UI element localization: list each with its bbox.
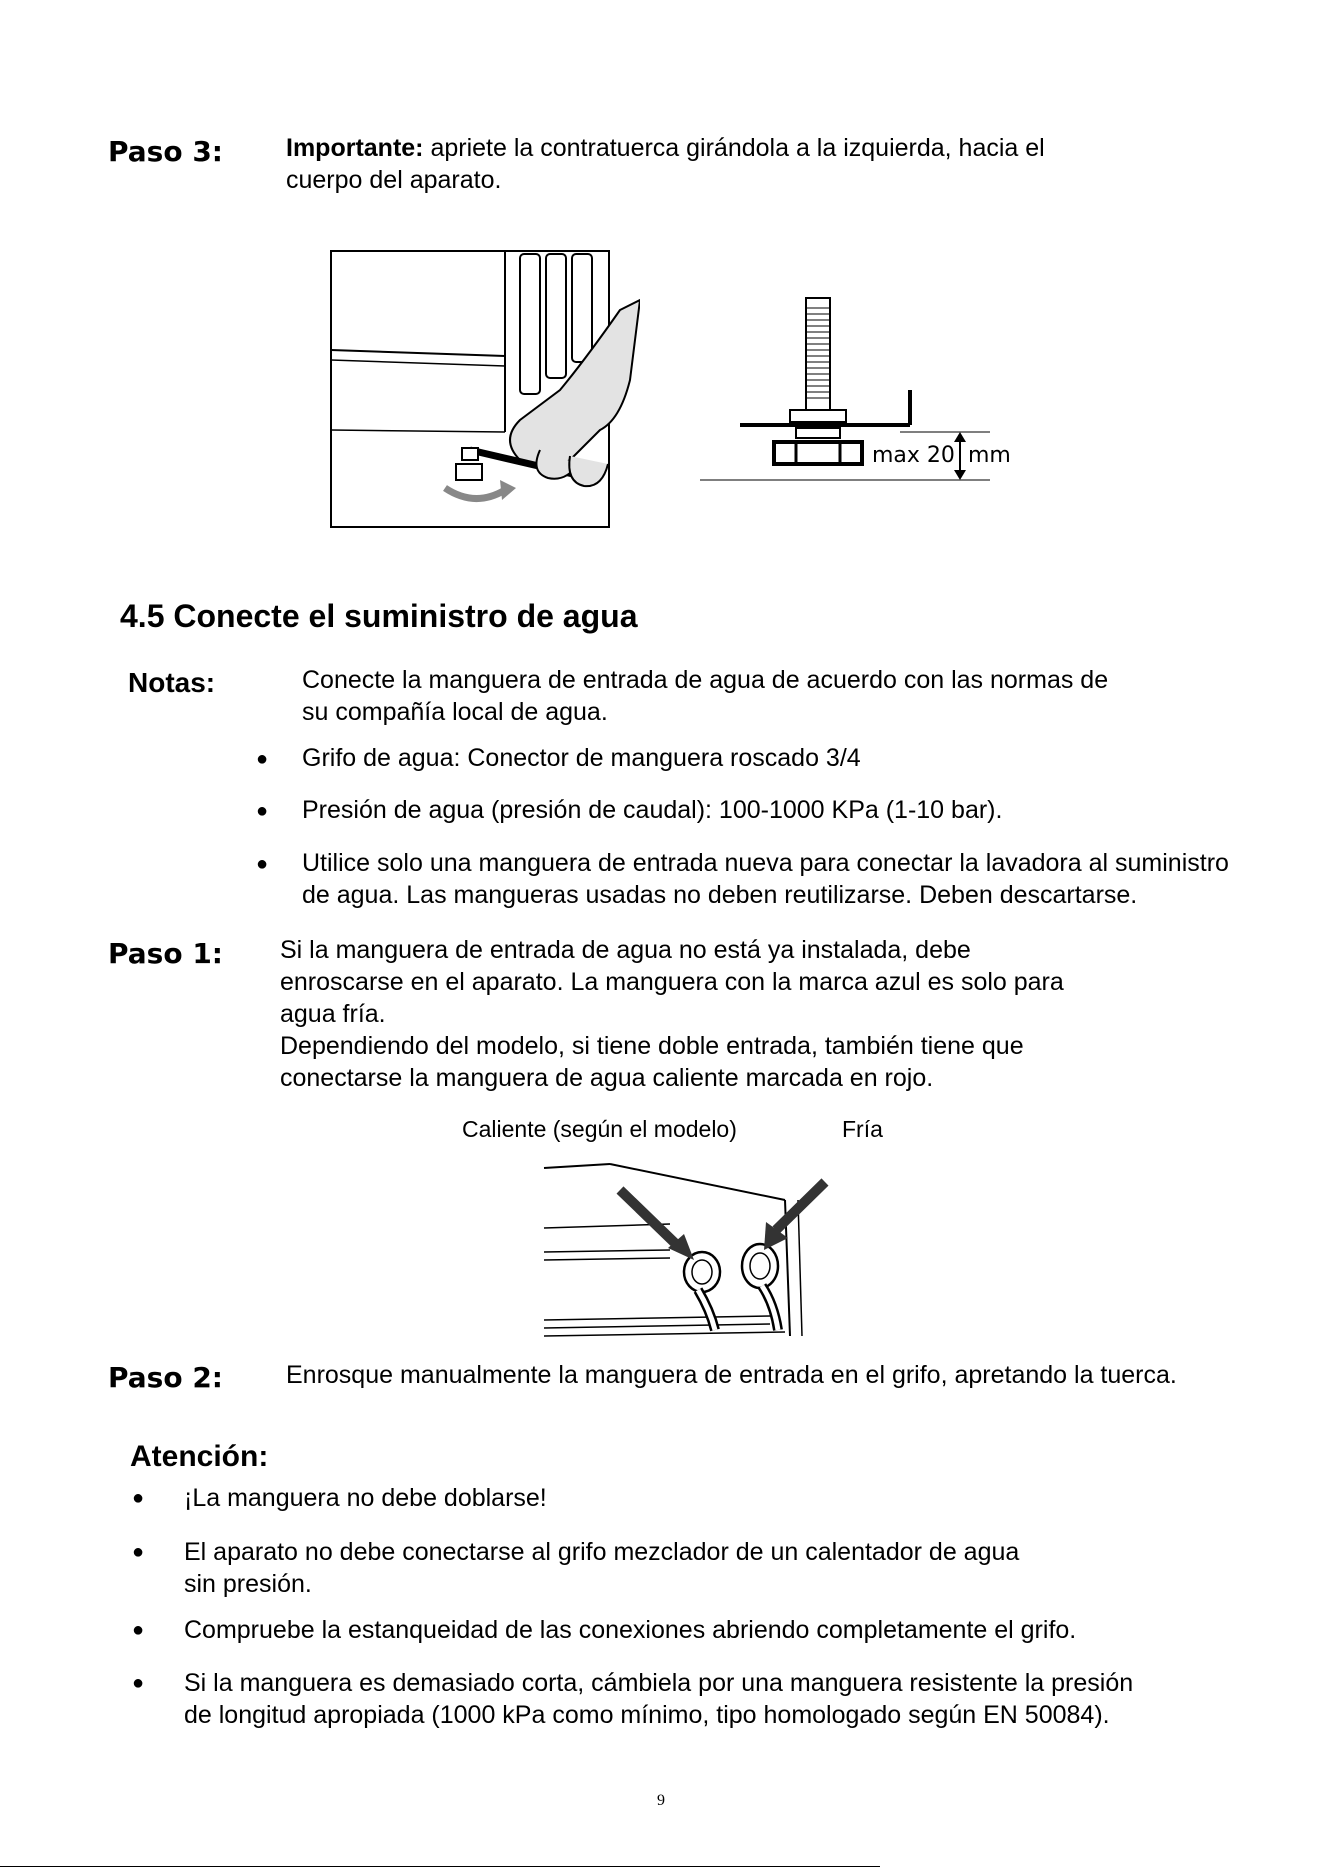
atencion-bullet [184, 1536, 1284, 1600]
paso3-label: Paso 3: [108, 135, 223, 168]
paso1-text [280, 934, 1280, 1094]
notas-intro-line2: su compañía local de agua. [302, 698, 608, 726]
atencion-bullet-line1: El aparato no debe conectarse al grifo mezclador de un calentador de agua [184, 1538, 1020, 1566]
atencion-bullet-line1: Si la manguera es demasiado corta, cámbiela por una manguera resistente la presión [184, 1669, 1134, 1697]
page-number: 9 [657, 1792, 665, 1809]
paso2-text: Enrosque manualmente la manguera de entrada en el grifo, apretando la tuerca. [286, 1361, 1177, 1389]
bullet-icon: ● [132, 1672, 145, 1694]
paso3-text-line2: cuerpo del aparato. [286, 166, 502, 194]
caption-cold: Fría [842, 1116, 883, 1142]
adjustable-foot-diagram [700, 290, 1020, 490]
notas-bullet-line2: de agua. Las mangueras usadas no deben reutilizarse. Deben descartarse. [302, 881, 1138, 909]
bullet-icon: ● [132, 1487, 145, 1509]
dimension-label: max 20 [872, 443, 955, 468]
atencion-bullet: Compruebe la estanqueidad de las conexiones abriendo completamente el grifo. [184, 1616, 1077, 1644]
paso1-line: conectarse la manguera de agua caliente marcada en rojo. [280, 1064, 934, 1092]
paso1-line: Dependiendo del modelo, si tiene doble entrada, también tiene que [280, 1032, 1024, 1060]
atencion-bullet-line2: de longitud apropiada (1000 kPa como mínimo, tipo homologado según EN 50084). [184, 1701, 1110, 1729]
atencion-bullet-line2: sin presión. [184, 1570, 312, 1598]
bullet-icon: ● [256, 800, 269, 822]
caption-hot: Caliente (según el modelo) [462, 1116, 737, 1142]
locknut-tightening-illustration [330, 250, 640, 532]
paso1-line: agua fría. [280, 1000, 386, 1028]
paso3-text [286, 132, 1286, 196]
section-title: 4.5 Conecte el suministro de agua [120, 598, 638, 634]
notas-intro-line1: Conecte la manguera de entrada de agua de acuerdo con las normas de [302, 666, 1109, 694]
atencion-label: Atención: [130, 1440, 269, 1473]
dimension-unit: mm [968, 443, 1011, 468]
atencion-bullet: ¡La manguera no debe doblarse! [184, 1484, 547, 1512]
paso2-label: Paso 2: [108, 1361, 223, 1394]
hose-inlet-illustration [540, 1160, 840, 1340]
paso3-text-line1: apriete la contratuerca girándola a la izquierda, hacia el [423, 134, 1045, 162]
bullet-icon: ● [256, 853, 269, 875]
notas-bullet: Grifo de agua: Conector de manguera roscado 3/4 [302, 744, 861, 772]
paso1-label: Paso 1: [108, 937, 223, 970]
notas-intro [302, 664, 1302, 728]
bullet-icon: ● [256, 748, 269, 770]
bullet-icon: ● [132, 1541, 145, 1563]
bullet-icon: ● [132, 1619, 145, 1641]
notas-bullet-line1: Utilice solo una manguera de entrada nueva para conectar la lavadora al suministro [302, 849, 1229, 877]
atencion-bullet [184, 1667, 1304, 1731]
paso1-line: Si la manguera de entrada de agua no está ya instalada, debe [280, 936, 971, 964]
notas-bullet: Presión de agua (presión de caudal): 100-1000 KPa (1-10 bar). [302, 796, 1003, 824]
footer-rule [0, 1866, 880, 1867]
notas-label: Notas: [128, 667, 216, 698]
important-label: Importante: [286, 134, 424, 162]
paso1-line: enroscarse en el aparato. La manguera con la marca azul es solo para [280, 968, 1064, 996]
notas-bullet [302, 847, 1322, 911]
